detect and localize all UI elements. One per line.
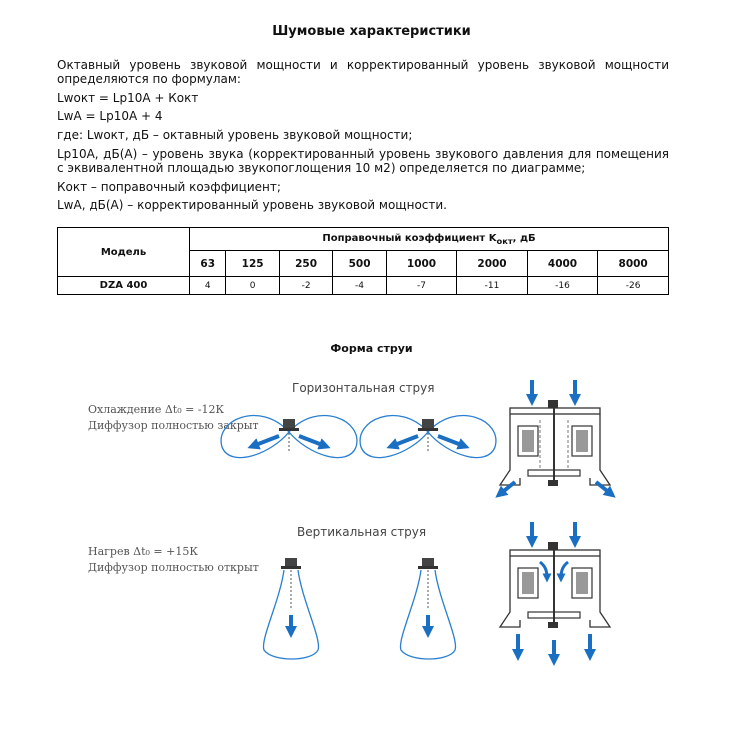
open-line: Диффузор полностью открыт: [88, 561, 259, 574]
horizontal-pattern-1: [221, 416, 357, 458]
value-cell: -4: [333, 277, 386, 295]
freq-8000: 8000: [598, 251, 669, 277]
model-header: Модель: [58, 228, 190, 277]
freq-500: 500: [333, 251, 386, 277]
value-cell: -11: [457, 277, 528, 295]
definition-lp10a: Lp10A, дБ(А) – уровень звука (корректированный уровень звукового давления для помещения с эквивалентной площадью звукопоглощения 10 м2) определяется по диаграмме;: [57, 147, 669, 175]
page-title: Шумовые характеристики: [272, 24, 471, 39]
freq-4000: 4000: [527, 251, 598, 277]
freq-1000: 1000: [386, 251, 457, 277]
closed-line: Диффузор полностью закрыт: [88, 419, 259, 432]
jet-section-title: Форма струи: [330, 342, 413, 355]
value-cell: -16: [527, 277, 598, 295]
value-cell: 0: [226, 277, 279, 295]
heating-line: Нагрев Δt₀ = +15К: [88, 545, 198, 558]
cooling-line: Охлаждение Δt₀ = -12К: [88, 403, 225, 416]
value-cell: -7: [386, 277, 457, 295]
freq-63: 63: [190, 251, 226, 277]
intro-paragraph: Октавный уровень звуковой мощности и корректированный уровень звуковой мощности определяются по формулам:: [57, 58, 669, 86]
value-cell: -26: [598, 277, 669, 295]
model-name: DZA 400: [58, 277, 190, 295]
freq-250: 250: [279, 251, 332, 277]
vertical-pattern-1: [263, 558, 318, 659]
coefficient-header: Поправочный коэффициент $K_{окт}$, дБ: [190, 228, 669, 251]
value-cell: 4: [190, 277, 226, 295]
vertical-jet-label: Вертикальная струя: [297, 525, 427, 539]
definition-kokt: Кокт – поправочный коэффициент;: [57, 180, 281, 194]
freq-125: 125: [226, 251, 279, 277]
formula-corrected: LwA = Lp10A + 4: [57, 109, 163, 123]
diffuser-section-closed: [500, 380, 611, 494]
horizontal-pattern-2: [360, 416, 496, 458]
horizontal-jet-label: Горизонтальная струя: [292, 381, 435, 395]
value-cell: -2: [279, 277, 332, 295]
diffuser-section-open: [500, 522, 610, 660]
definition-lwokt: где: Lwокт, дБ – октавный уровень звуковой мощности;: [57, 128, 413, 142]
freq-2000: 2000: [457, 251, 528, 277]
formula-octave: Lwокт = Lp10A + Кокт: [57, 91, 199, 105]
definition-lwa: LwA, дБ(А) – корректированный уровень звуковой мощности.: [57, 198, 447, 212]
vertical-pattern-2: [400, 558, 455, 659]
